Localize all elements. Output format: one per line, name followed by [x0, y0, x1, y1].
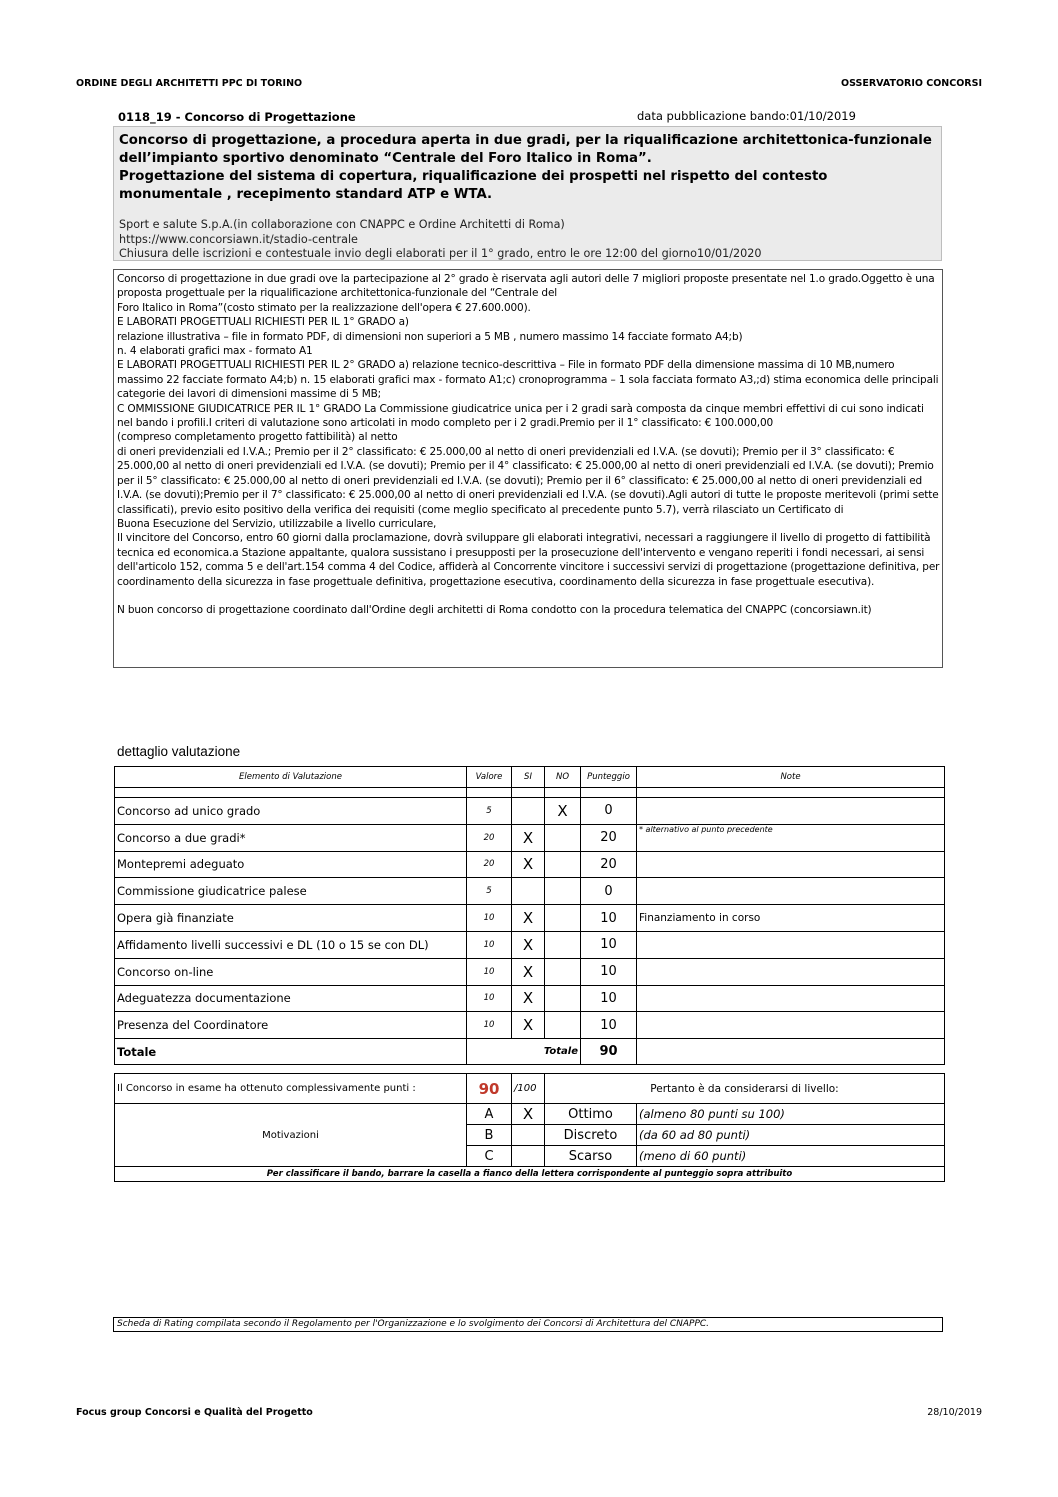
- row-value: 20: [467, 851, 512, 878]
- row-element: Concorso ad unico grado: [115, 798, 467, 825]
- footer-date: 28/10/2019: [927, 1407, 982, 1418]
- row-element: Commissione giudicatrice palese: [115, 878, 467, 905]
- row-element: Montepremi adeguato: [115, 851, 467, 878]
- row-score: 10: [581, 905, 637, 932]
- competition-url[interactable]: https://www.concorsiawn.it/stadio-centrale: [119, 232, 358, 246]
- table-row: [115, 958, 945, 985]
- row-notes: [637, 958, 945, 985]
- row-score: 0: [581, 798, 637, 825]
- level-range: (meno di 60 punti): [637, 1146, 945, 1167]
- row-yes-mark[interactable]: X: [512, 931, 545, 958]
- summary-points-row: [115, 1074, 945, 1104]
- summary-out-of: /100: [512, 1074, 545, 1104]
- row-notes: [637, 878, 945, 905]
- level-prompt: Pertanto è da considerarsi di livello:: [545, 1074, 945, 1104]
- row-value: 10: [467, 931, 512, 958]
- row-element: Presenza del Coordinatore: [115, 1012, 467, 1039]
- row-score: 20: [581, 824, 637, 851]
- level-mark[interactable]: [512, 1146, 545, 1167]
- row-no-mark[interactable]: [545, 878, 581, 905]
- col-yes: SI: [512, 767, 545, 788]
- description-box: [113, 269, 943, 668]
- evaluation-table: [114, 766, 945, 1065]
- table-row: [115, 824, 945, 851]
- row-notes: [637, 931, 945, 958]
- row-yes-mark[interactable]: X: [512, 851, 545, 878]
- table-row: [115, 798, 945, 825]
- row-value: 10: [467, 1012, 512, 1039]
- row-notes: [637, 798, 945, 825]
- evaluation-body: [115, 798, 945, 1039]
- level-name: Discreto: [545, 1125, 637, 1146]
- row-score: 10: [581, 958, 637, 985]
- row-score: 10: [581, 931, 637, 958]
- row-no-mark[interactable]: [545, 824, 581, 851]
- row-value: 10: [467, 905, 512, 932]
- row-notes: [637, 1012, 945, 1039]
- org-name: ORDINE DEGLI ARCHITETTI PPC DI TORINO: [76, 78, 303, 89]
- row-value: 10: [467, 958, 512, 985]
- table-row: [115, 905, 945, 932]
- row-yes-mark[interactable]: X: [512, 824, 545, 851]
- row-no-mark[interactable]: [545, 851, 581, 878]
- table-row: [115, 931, 945, 958]
- row-notes: [637, 851, 945, 878]
- level-mark[interactable]: X: [512, 1104, 545, 1125]
- summary-table: [114, 1073, 945, 1182]
- total-row: [115, 1039, 945, 1065]
- total-label: Totale: [115, 1039, 467, 1065]
- table-row: [115, 851, 945, 878]
- col-element: Elemento di Valutazione: [115, 767, 467, 788]
- row-score: 20: [581, 851, 637, 878]
- summary-statement: Il Concorso in esame ha ottenuto complessivamente punti :: [115, 1074, 467, 1104]
- description-text: Concorso di progettazione in due gradi ove la partecipazione al 2° grado è riservata agli autori delle 7 migliori proposte presentate nel 1.o grado.Oggetto è una proposta progettuale per la riqualificazione architettonica-funzionale del “Centrale del Foro Italico in Roma”(costo stimato per la realizzazione dell'opera € 27.600.000). E LABORATI PROGETTUALI RICHIESTI PER IL 1° GRADO a) relazione illustrativa – file in formato PDF, di dimensioni non superiori a 5 MB , numero massimo 14 facciate formato A4;b) n. 4 elaborati grafici max - formato A1 E LABORATI PROGETTUALI RICHIESTI PER IL 2° GRADO a) relazione tecnico-descrittiva – File in formato PDF della dimensione massima di 10 MB,numero massimo 22 facciate formato A4;b) n. 15 elaborati grafici max - formato A1;c) cronoprogramma – 1 sola facciata formato A3,;d) stima economica delle principali categorie dei lavori di dimensioni massime di 5 MB; C OMMISSIONE GIUDICATRICE PER IL 1° GRADO La Commissione giudicatrice unica per i 2 gradi sarà composta da cinque membri effettivi di cui sono indicati nel bando i profili.I criteri di valutazione sono articolati in modo completo per i 2 gradi.Premio per il 1° classificato: € 100.000,00 (compreso completamento progetto fattibilità) al netto di oneri previdenziali ed I.V.A.; Premio per il 2° classificato: € 25.000,00 al netto di oneri previdenziali ed I.V.A. (se dovuti); Premio per il 3° classificato: € 25.000,00 al netto di oneri previdenziali ed I.V.A. (se dovuti); Premio per il 4° classificato: € 25.000,00 al netto di oneri previdenziali ed I.V.A. (se dovuti); Premio per il 5° classificato: € 25.000,00 al netto di oneri previdenziali ed I.V.A. (se dovuti); Premio per il 6° classificato: € 25.000,00 al netto di oneri previdenziali ed I.V.A. (se dovuti);Premio per il 7° classificato: € 25.000,00 al netto di oneri previdenziali ed I.V.A. (se dovuti).Agli autori di tutte le proposte meritevoli (primi sette classificati), previo esito positivo della verifica dei requisiti (come meglio specificato al precedente punto 5.7), verrà rilasciato un Certificato di Buona Esecuzione del Servizio, utilizzabile a livello curriculare, Il vincitore del Concorso, entro 60 giorni dalla proclamazione, dovrà sviluppare gli elaborati integrativi, necessari a raggiungere il livello di progetto di fattibilità tecnica ed economica.a Stazione appaltante, qualora sussistano i presupposti per la prosecuzione dell'intervento e vengano reperiti i fondi necessari, ai sensi dell'articolo 152, comma 5 e dell'art.154 comma 4 del Codice, affiderà al Concorrente vincitore i successivi servizi di progettazione (progettazione definitiva, per coordinamento della sicurezza in fase progettuale definitiva, progettazione esecutiva, coordinamento della sicurezza in fase progettuale esecutiva). N buon concorso di progettazione coordinato dall'Ordine degli architetti di Roma condotto con la procedura telematica del CNAPPC (concorsiawn.it): [117, 273, 940, 617]
- table-row: [115, 1012, 945, 1039]
- row-no-mark[interactable]: [545, 905, 581, 932]
- row-value: 5: [467, 798, 512, 825]
- competition-code: 0118_19 - Concorso di Progettazione: [118, 110, 356, 124]
- row-value: 5: [467, 878, 512, 905]
- footer-group: Focus group Concorsi e Qualità del Progetto: [76, 1407, 313, 1418]
- row-element: Adeguatezza documentazione: [115, 985, 467, 1012]
- level-letter: C: [467, 1146, 512, 1167]
- row-notes: Finanziamento in corso: [637, 905, 945, 932]
- row-value: 20: [467, 824, 512, 851]
- row-no-mark[interactable]: [545, 1012, 581, 1039]
- col-no: NO: [545, 767, 581, 788]
- row-yes-mark[interactable]: [512, 798, 545, 825]
- promoter: Sport e salute S.p.A.(in collaborazione con CNAPPC e Ordine Architetti di Roma): [119, 218, 565, 231]
- row-no-mark[interactable]: X: [545, 798, 581, 825]
- table-header-row: [115, 767, 945, 788]
- instruction-text: Per classificare il bando, barrare la casella a fianco della lettera corrispondente al punteggio sopra attribuito: [115, 1167, 945, 1182]
- competition-title: Concorso di progettazione, a procedura aperta in due gradi, per la riqualificazione architettonica-funzionale dell’impianto sportivo denominato “Centrale del Foro Italico in Roma”. Progettazione del sistema di copertura, riqualificazione dei prospetti nel rispetto del contesto monumentale , recepimento standard ATP e WTA.: [119, 133, 932, 202]
- row-no-mark[interactable]: [545, 931, 581, 958]
- level-range: (almeno 80 punti su 100): [637, 1104, 945, 1125]
- evaluation-heading: dettaglio valutazione: [117, 744, 241, 759]
- col-score: Punteggio: [581, 767, 637, 788]
- level-letter: A: [467, 1104, 512, 1125]
- row-score: 10: [581, 1012, 637, 1039]
- row-yes-mark[interactable]: X: [512, 985, 545, 1012]
- row-score: 0: [581, 878, 637, 905]
- deadline: Chiusura delle iscrizioni e contestuale invio degli elaborati per il 1° grado, entro le ore 12:00 del giorno10/01/2020: [119, 247, 762, 260]
- row-value: 10: [467, 985, 512, 1012]
- competition-info: [119, 218, 761, 262]
- row-element: Concorso on-line: [115, 958, 467, 985]
- level-name: Scarso: [545, 1146, 637, 1167]
- row-element: Concorso a due gradi*: [115, 824, 467, 851]
- row-yes-mark[interactable]: X: [512, 905, 545, 932]
- publication-date: data pubblicazione bando:01/10/2019: [637, 109, 856, 123]
- total-score: 90: [581, 1039, 637, 1065]
- level-row-a: [115, 1104, 945, 1125]
- regulation-note: Scheda di Rating compilata secondo il Regolamento per l'Organizzazione e lo svolgimento dei Concorsi di Architettura del CNAPPC.: [113, 1317, 943, 1332]
- row-element: Affidamento livelli successivi e DL (10 o 15 se con DL): [115, 931, 467, 958]
- row-element: Opera già finanziate: [115, 905, 467, 932]
- col-notes: Note: [637, 767, 945, 788]
- level-mark[interactable]: [512, 1125, 545, 1146]
- observatory-name: OSSERVATORIO CONCORSI: [841, 78, 982, 89]
- motivation-label: Motivazioni: [115, 1104, 467, 1167]
- level-letter: B: [467, 1125, 512, 1146]
- row-no-mark[interactable]: [545, 958, 581, 985]
- table-row: [115, 878, 945, 905]
- level-name: Ottimo: [545, 1104, 637, 1125]
- row-yes-mark[interactable]: [512, 878, 545, 905]
- col-value: Valore: [467, 767, 512, 788]
- total-label-inner: Totale: [467, 1039, 581, 1065]
- instruction-row: [115, 1167, 945, 1182]
- row-yes-mark[interactable]: X: [512, 1012, 545, 1039]
- spacer-row: [115, 788, 945, 798]
- row-notes: * alternativo al punto precedente: [637, 824, 945, 851]
- row-notes: [637, 985, 945, 1012]
- row-yes-mark[interactable]: X: [512, 958, 545, 985]
- row-score: 10: [581, 985, 637, 1012]
- level-range: (da 60 ad 80 punti): [637, 1125, 945, 1146]
- row-no-mark[interactable]: [545, 985, 581, 1012]
- table-row: [115, 985, 945, 1012]
- summary-points: 90: [467, 1074, 512, 1104]
- competition-summary-box: [113, 126, 942, 261]
